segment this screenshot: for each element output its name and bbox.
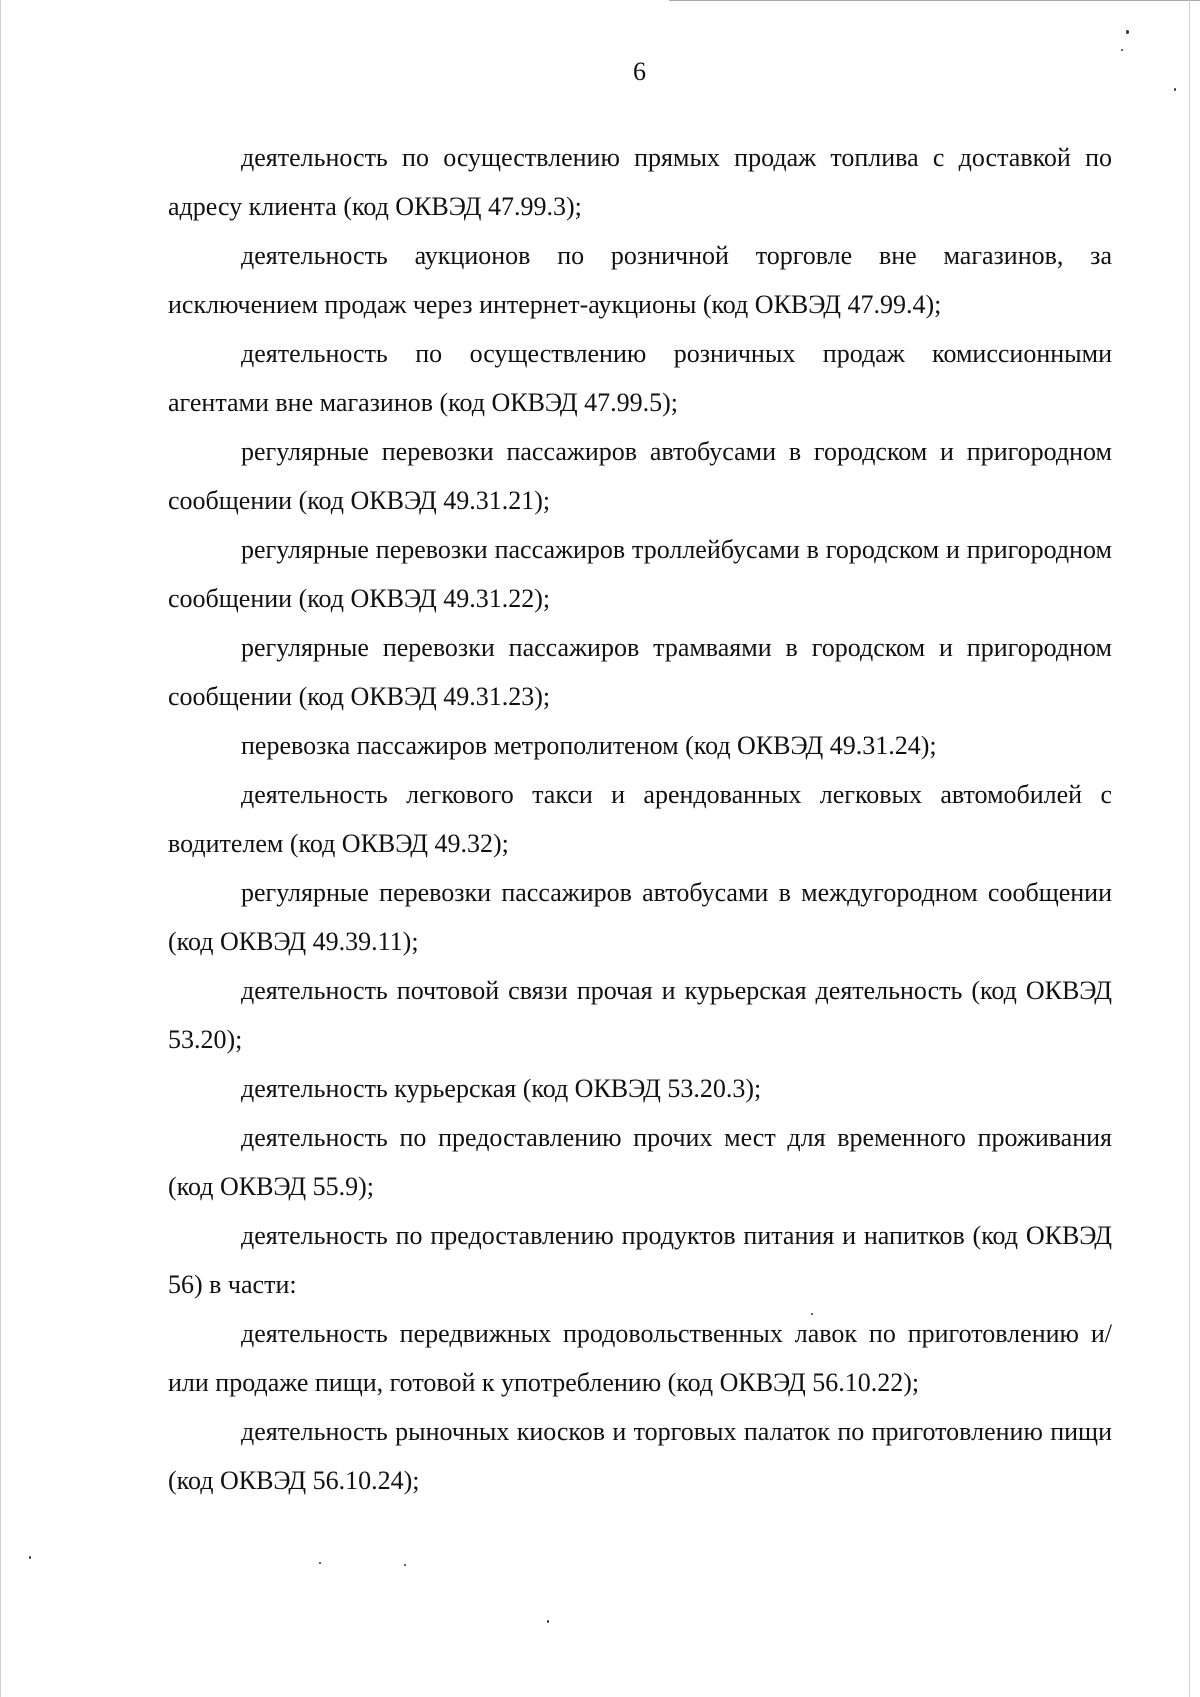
paragraph-taxi: деятельность легкового такси и арендованных легковых автомобилей с водителем (код ОКВЭД 49.32); <box>168 780 1112 858</box>
paragraph-mobile-food-stalls: деятельность передвижных продовольственных лавок по приготовлению и/или продаже пищи, готовой к употреблению (код ОКВЭД 56.10.22); <box>168 1319 1112 1397</box>
scan-speck <box>547 1620 549 1623</box>
document-body <box>168 133 1112 1505</box>
page-number: 6 <box>633 57 646 86</box>
paragraph-food-and-drinks: деятельность по предоставлению продуктов питания и напитков (код ОКВЭД 56) в части: <box>168 1221 1112 1299</box>
scan-speck <box>404 1564 406 1566</box>
right-edge-line <box>1189 0 1190 1697</box>
paragraph-bus-intercity: регулярные перевозки пассажиров автобусами в междугородном сообщении (код ОКВЭД 49.39.11); <box>168 878 1112 956</box>
paragraph-auctions: деятельность аукционов по розничной торговле вне магазинов, за исключением продаж через интернет-аукционы (код ОКВЭД 47.99.4); <box>168 241 1112 319</box>
scan-speck <box>1126 30 1129 34</box>
paragraph-metro: перевозка пассажиров метрополитеном (код ОКВЭД 49.31.24); <box>241 731 937 760</box>
scan-speck <box>1121 49 1123 51</box>
paragraph-trolleybus-city: регулярные перевозки пассажиров троллейбусами в городском и пригородном сообщении (код ОКВЭД 49.31.22); <box>168 535 1112 613</box>
scan-speck <box>811 1313 813 1315</box>
top-edge-line <box>669 0 1200 1</box>
paragraph-commission-agents: деятельность по осуществлению розничных продаж комиссионными агентами вне магазинов (код ОКВЭД 47.99.5); <box>168 339 1112 417</box>
paragraph-courier: деятельность курьерская (код ОКВЭД 53.20.3); <box>241 1074 762 1103</box>
paragraph-fuel-direct-sales: деятельность по осуществлению прямых продаж топлива с доставкой по адресу клиента (код ОКВЭД 47.99.3); <box>168 143 1112 221</box>
scan-speck <box>29 1556 31 1559</box>
paragraph-market-kiosks: деятельность рыночных киосков и торговых палаток по приготовлению пищи (код ОКВЭД 56.10.24); <box>168 1417 1112 1495</box>
paragraph-temporary-accommodation: деятельность по предоставлению прочих мест для временного проживания (код ОКВЭД 55.9); <box>168 1123 1112 1201</box>
paragraph-tram-city: регулярные перевозки пассажиров трамваями в городском и пригородном сообщении (код ОКВЭД 49.31.23); <box>168 633 1112 711</box>
paragraph-bus-city: регулярные перевозки пассажиров автобусами в городском и пригородном сообщении (код ОКВЭД 49.31.21); <box>168 437 1112 515</box>
scan-speck <box>319 1562 321 1564</box>
paragraph-postal-courier: деятельность почтовой связи прочая и курьерская деятельность (код ОКВЭД 53.20); <box>168 976 1112 1054</box>
scan-speck <box>1174 88 1176 91</box>
